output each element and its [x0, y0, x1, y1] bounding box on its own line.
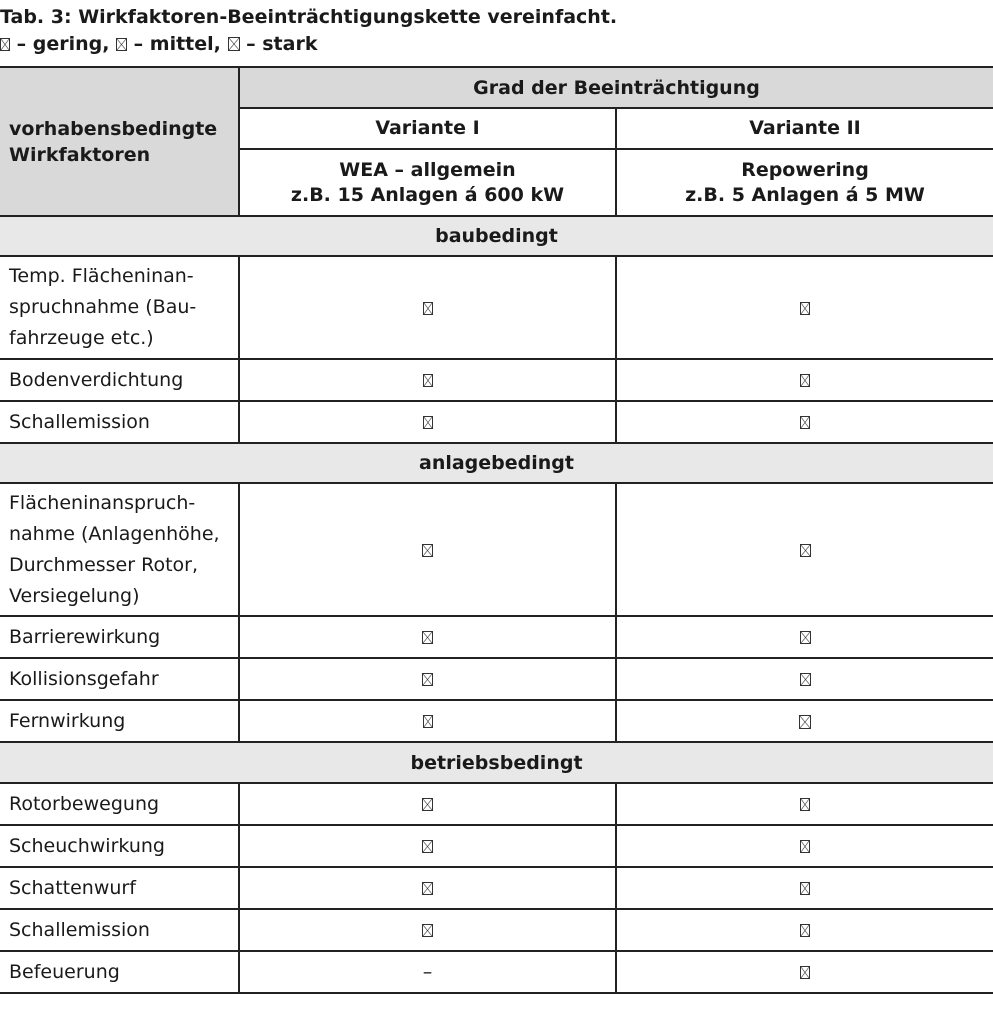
mittel-symbol-icon [800, 673, 811, 686]
variant2-header: Variante II [616, 108, 993, 149]
mittel-symbol-icon [422, 673, 433, 686]
factor-label: Flächeninanspruch- nahme (Anlagenhöhe, Durchmesser Rotor, Versiegelung) [0, 483, 239, 616]
gering-symbol-icon [800, 840, 810, 853]
section-header: betriebsbedingt [0, 742, 993, 783]
variant1-rating [239, 401, 616, 443]
gering-symbol-icon [0, 38, 10, 51]
variant1-rating [239, 825, 616, 867]
impact-table [0, 66, 993, 994]
variant1-rating [239, 951, 616, 993]
variant1-rating [239, 909, 616, 951]
gering-symbol-icon [800, 302, 810, 315]
variant2-desc-line2: z.B. 5 Anlagen á 5 MW [685, 183, 925, 206]
variant2-rating [616, 483, 993, 616]
variant2-rating [616, 825, 993, 867]
mittel-symbol-icon [116, 38, 127, 51]
mittel-symbol-icon [422, 544, 433, 557]
gering-symbol-icon [800, 416, 810, 429]
stark-symbol-icon [228, 37, 240, 51]
factor-label: Schallemission [0, 401, 239, 443]
table-row [0, 256, 993, 359]
variant1-rating [239, 483, 616, 616]
variant2-rating [616, 256, 993, 359]
stark-symbol-icon [799, 715, 811, 729]
factor-label: Schallemission [0, 909, 239, 951]
mittel-symbol-icon [422, 631, 433, 644]
table-row [0, 483, 993, 616]
table-row [0, 825, 993, 867]
variant1-desc-line2: z.B. 15 Anlagen á 600 kW [290, 183, 565, 206]
factor-label: Scheuchwirkung [0, 825, 239, 867]
table-row [0, 700, 993, 742]
factor-label: Rotorbewegung [0, 783, 239, 825]
table-row [0, 867, 993, 909]
legend-stark-label: – stark [239, 33, 318, 55]
section-header: anlagebedingt [0, 443, 993, 483]
factor-label: Temp. Flächeninan- spruchnahme (Bau- fahrzeuge etc.) [0, 256, 239, 359]
gering-symbol-icon [800, 798, 810, 811]
variant1-value: – [422, 961, 433, 983]
variant1-desc-line1: WEA – allgemein [339, 158, 516, 181]
table-row [0, 359, 993, 401]
mittel-symbol-icon [422, 882, 433, 895]
variant1-rating [239, 783, 616, 825]
variant2-rating [616, 909, 993, 951]
gering-symbol-icon [423, 374, 433, 387]
group-header: Grad der Beeinträchtigung [239, 67, 993, 108]
variant1-description [239, 149, 616, 216]
table-legend [0, 31, 993, 58]
variant1-rating [239, 658, 616, 700]
variant2-rating [616, 401, 993, 443]
variant2-rating [616, 700, 993, 742]
variant2-rating [616, 783, 993, 825]
row-header-cell [0, 67, 239, 216]
factor-label: Fernwirkung [0, 700, 239, 742]
variant2-rating [616, 658, 993, 700]
variant1-rating [239, 256, 616, 359]
table-row [0, 616, 993, 658]
table-title: Tab. 3: Wirkfaktoren-Beeinträchtigungskette vereinfacht. [0, 6, 618, 28]
mittel-symbol-icon [422, 840, 433, 853]
table-row [0, 401, 993, 443]
table-row [0, 658, 993, 700]
variant2-description [616, 149, 993, 216]
variant2-rating [616, 951, 993, 993]
variant2-rating [616, 867, 993, 909]
mittel-symbol-icon [800, 631, 811, 644]
legend-gering-label: – gering, [10, 33, 117, 55]
variant1-rating [239, 867, 616, 909]
gering-symbol-icon [800, 882, 810, 895]
gering-symbol-icon [423, 715, 433, 728]
table-row [0, 783, 993, 825]
variant2-rating [616, 616, 993, 658]
variant2-rating [616, 359, 993, 401]
row-header: vorhabensbedingte Wirkfaktoren [9, 117, 218, 166]
factor-label: Schattenwurf [0, 867, 239, 909]
factor-label: Befeuerung [0, 951, 239, 993]
factor-label: Bodenverdichtung [0, 359, 239, 401]
gering-symbol-icon [800, 966, 810, 979]
variant2-desc-line1: Repowering [741, 158, 869, 181]
gering-symbol-icon [800, 924, 810, 937]
variant1-rating [239, 359, 616, 401]
gering-symbol-icon [423, 302, 433, 315]
mittel-symbol-icon [422, 924, 433, 937]
variant1-rating [239, 616, 616, 658]
variant1-rating [239, 700, 616, 742]
legend-mittel-label: – mittel, [127, 33, 228, 55]
gering-symbol-icon [800, 374, 810, 387]
mittel-symbol-icon [800, 544, 811, 557]
table-caption [0, 4, 993, 58]
mittel-symbol-icon [422, 798, 433, 811]
variant1-header: Variante I [239, 108, 616, 149]
table-row [0, 951, 993, 993]
table-row [0, 909, 993, 951]
factor-label: Barrierewirkung [0, 616, 239, 658]
factor-label: Kollisionsgefahr [0, 658, 239, 700]
gering-symbol-icon [423, 416, 433, 429]
section-header: baubedingt [0, 216, 993, 256]
